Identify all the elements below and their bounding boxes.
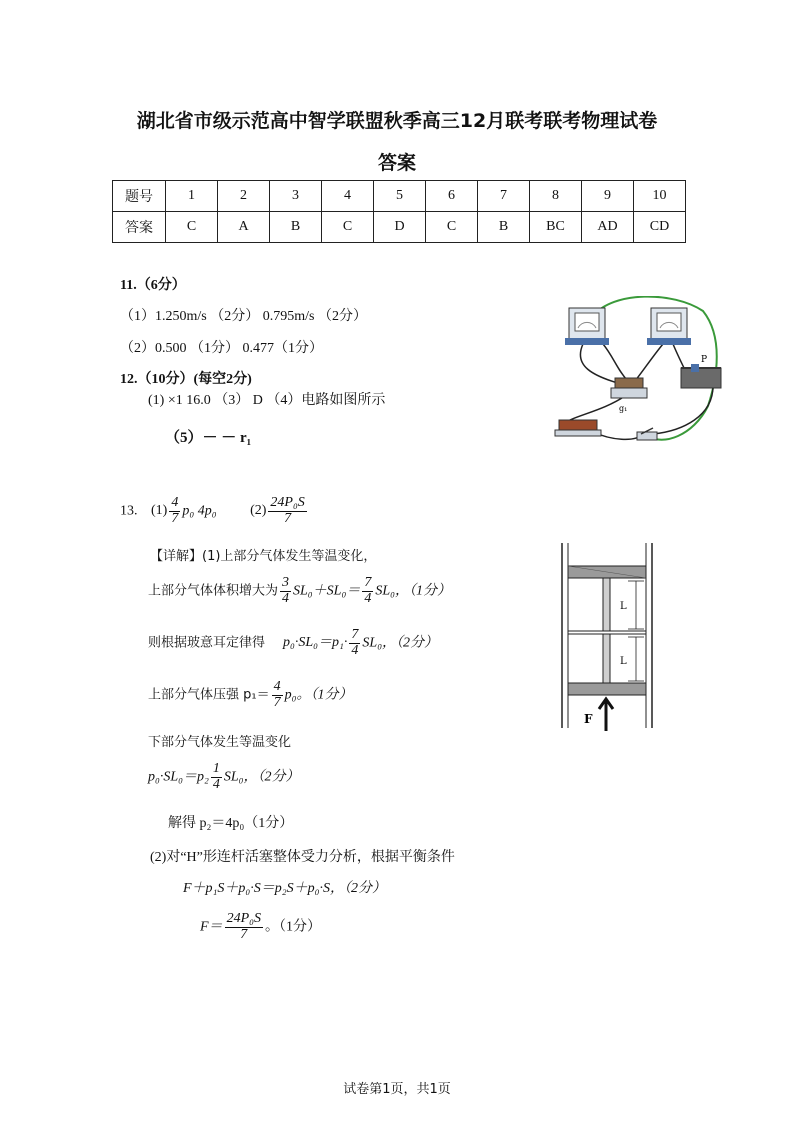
q11-line2: （2）0.500 （1分） 0.477（1分） [120,341,323,356]
table-cell: C [322,212,374,243]
page-footer: 试卷第1页，共1页 [343,1082,451,1097]
q13-line2: 则根据玻意耳定律得 p₀·SL₀＝p₁· $\frac{7}{4}$ SL₀，（2分） [148,627,439,658]
table-header-cell: 答案 [113,212,166,243]
table-cell: B [270,212,322,243]
table-cell: A [218,212,270,243]
q13-num: 13. [120,503,138,519]
table-row [113,212,686,243]
table-cell: C [166,212,218,243]
page-title: 湖北省市级示范高中智学联盟秋季高三12月联考联考物理试卷 [136,110,658,132]
q13-line5: p₀·SL₀＝p₂ $\frac{1}{4}$ SL₀，（2分） [148,761,300,792]
q13-line9: F＝ $\frac{\text{24P₀S}}{7}$ 。（1分） [200,911,321,942]
table-header-cell: 题号 [113,181,166,212]
lower-length-label: L [620,656,627,667]
force-label: F [584,712,593,726]
table-cell: BC [530,212,582,243]
q12-header: 12.（10分）(每空2分) [120,372,252,387]
q12-line1: (1) ×1 16.0 （3） D （4）电路如图所示 [148,393,386,408]
table-row [113,181,686,212]
table-cell: 7 [478,181,530,212]
cylinder-diagram [556,543,656,733]
circuit-label-g: g₁ [619,404,628,413]
q11-header: 11.（6分） [120,278,186,293]
page-subtitle: 答案 [377,152,416,174]
table-cell: CD [634,212,686,243]
lower-piston [568,683,646,695]
q11-line1: （1）1.250m/s （2分） 0.795m/s （2分） [120,309,367,324]
q12-line2: （5）－ － r₁ [165,430,252,446]
q13-line6: 解得 p₂＝4p₀（1分） [168,816,294,831]
q13-line1: 上部分气体体积增大为 $\frac{3}{4}$ SL₀＋SL₀＝ $\frac{7}{4}$ SL₀，（1分） [148,575,451,606]
table-cell: 3 [270,181,322,212]
q13-line4: 下部分气体发生等温变化 [148,735,292,750]
table-cell: 1 [166,181,218,212]
rheostat-icon [681,368,721,388]
circuit-diagram [553,296,733,456]
upper-length-label: L [620,601,627,612]
table-cell: AD [582,212,634,243]
fraction: $\frac{4}{7}$ [171,495,179,526]
table-cell: 8 [530,181,582,212]
answer-table [112,180,686,243]
q13-answer-summary: 13. (1) $\frac{4}{7}$ p₀ 4p₀ (2) $\frac{\text{24P₀S}}{7}$ [120,495,305,526]
table-cell: C [426,212,478,243]
switch-icon [637,432,657,440]
circuit-label-p: P [701,355,708,365]
table-cell: 5 [374,181,426,212]
fraction: $\frac{\text{24P₀S}}{7}$ [270,495,305,526]
table-cell: D [374,212,426,243]
q13-detail-heading: 【详解】(1)上部分气体发生等温变化， [150,549,377,564]
table-cell: 6 [426,181,478,212]
q13-line8: F＋p₁S＋p₀·S＝p₂S＋p₀·S，（2分） [183,881,387,896]
table-cell: 4 [322,181,374,212]
table-cell: 2 [218,181,270,212]
table-cell: B [478,212,530,243]
table-cell: 9 [582,181,634,212]
q13-line3: 上部分气体压强 p₁＝ $\frac{4}{7}$ p₀。（1分） [148,679,353,710]
q13-line7: (2)对“H”形连杆活塞整体受力分析，根据平衡条件 [150,850,455,865]
table-cell: 10 [634,181,686,212]
